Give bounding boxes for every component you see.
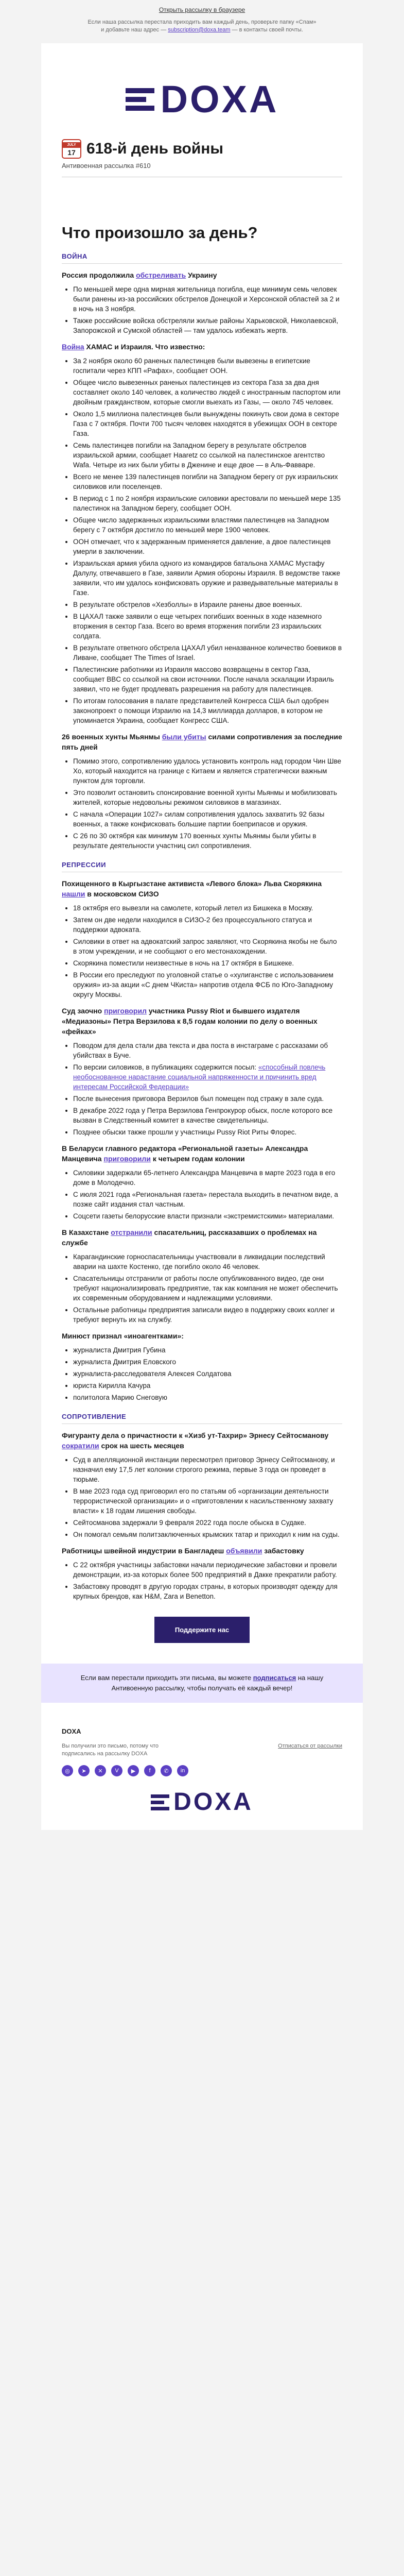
list-item: • Помимо этого, сопротивлению удалось установить контроль над городом Чин Шве Хо, который находится на границе с Китаем и является стратегически важным пунктом для торговли. [73, 756, 342, 786]
list-item: • С июля 2021 года «Региональная газета» перестала выходить в печатном виде, а позже сайт издания стал частным. [73, 1190, 342, 1209]
link-shelling[interactable]: обстреливать [136, 271, 186, 279]
logo-mark-icon [126, 88, 154, 111]
lead-repr-5: Минюст признал «иноагентками»: [62, 1332, 184, 1340]
lead-res-2: Работницы швейной индустрии в Бангладеш объявили забастовку [62, 1547, 304, 1555]
list-item: • По меньшей мере одна мирная жительница погибла, еще минимум семь человек были ранены из-за российских обстрелов Донецкой и Херсонской областей за 2 и в ночь на 3 ноября. [73, 284, 342, 314]
list-item: • Израильская армия убила одного из командиров батальона ХАМАС Мустафу Далулу, отвечавшего в Газе, заявили Армия обороны Израиля. В ведомстве также заявили, что им удалось конфисковать оружие и разведывательные материалы в Газе. [73, 558, 342, 598]
list-item: • Силовики задержали 65-летнего Александра Манцевича в марте 2023 года в его доме в Молодечно. [73, 1168, 342, 1188]
spam-note: Если наша рассылка перестала приходить вам каждый день, проверьте папку «Спам» и добавьте наш адрес — subscription@doxa.team — в контакты своей почты. [87, 19, 317, 33]
list-item: • Это позволит остановить спонсирование военной хунты Мьянмы и мобилизовать жителей, которые недовольны режимом силовиков в магазинах. [73, 788, 342, 807]
list-item: • журналиста Дмитрия Еловского [73, 1357, 342, 1367]
vk-icon[interactable]: V [111, 1765, 122, 1776]
list-item: • Всего не менее 139 палестинцев погибли на Западном берегу от рук израильских силовиков или поселенцев. [73, 472, 342, 492]
list-item: • Затем он две недели находился в СИЗО-2 без процессуального статуса и поддержки адвоката. [73, 915, 342, 935]
list-item: • Общее число задержанных израильскими властями палестинцев на Западном берегу с 7 октября достигло по меньшей мере 1900 человек. [73, 515, 342, 535]
calendar-icon: JULY 17 [62, 139, 81, 159]
list-item: • После вынесения приговора Верзилов был помещен под стражу в зале суда. [73, 1094, 342, 1104]
list-item: • В период с 1 по 2 ноября израильские силовики арестовали по меньшей мере 135 палестинок на Западном берегу, сообщает ООН. [73, 494, 342, 513]
lead-war-1: Россия продолжила обстреливать Украину [62, 271, 217, 279]
support-button[interactable]: Поддержите нас [154, 1617, 250, 1643]
list-war-3 [62, 756, 342, 851]
list-item: • Общее число вывезенных раненых палестинцев из сектора Газа за два дня составляет около 140 человек, а количество людей с иностранным паспортом или двойным гражданством, которые смогли выехать из Газы, — около 745 человек. [73, 378, 342, 407]
list-item: • журналиста-расследователя Алексея Солдатова [73, 1369, 342, 1379]
link-sentenced[interactable]: приговорил [104, 1007, 147, 1015]
list-repr-1 [62, 903, 342, 999]
list-repr-5 [62, 1345, 342, 1402]
list-item: • В декабре 2022 года у Петра Верзилова Генпрокурор обыск, после которого все вызван в Следственный комитет в качестве свидетельницы. [73, 1106, 342, 1125]
list-item: • Также российские войска обстреляли жилые районы Харьковской, Николаевской, Запорожской и Сумской областей — там удалось избежать жертв. [73, 316, 342, 335]
email-link[interactable]: subscription@doxa.team [168, 27, 231, 33]
list-item: • Палестинские работники из Израиля массово возвращены в сектор Газа, сообщает BBC со ссылкой на свои источники. После начала эскалации Израиль заявил, что не будет продлевать разрешения на работу для палестинцев. [73, 665, 342, 694]
page-title: Что произошло за день? [62, 224, 258, 242]
link-found[interactable]: нашли [62, 890, 85, 898]
list-item: • журналиста Дмитрия Губина [73, 1345, 342, 1355]
link-announced[interactable]: объявили [226, 1547, 262, 1555]
lead-repr-1: Похищенного в Кыргызстане активиста «Левого блока» Льва Скорякина нашли в московском СИЗО [62, 879, 322, 898]
lead-repr-3: В Беларуси главного редактора «Региональной газеты» Александра Манцевича приговорили к четырем годам колонии [62, 1144, 308, 1163]
list-item: • В ЦАХАЛ также заявили о еще четырех погибших военных в ходе наземного вторжения в сектор Газа. Всего во время вторжения погибли 23 израильских солдата. [73, 612, 342, 641]
facebook-icon[interactable]: f [144, 1765, 155, 1776]
browser-link[interactable]: Открыть рассылку в браузере [159, 6, 245, 13]
footer-logo: DOXA [62, 1790, 342, 1815]
list-item: • В России его преследуют по уголовной статье о «хулиганстве с использованием оружия» из-за акции «С днем ЧКиста» напротив отдела ФСБ по Юго-Западному округу Москвы. [73, 970, 342, 999]
section-war: ВОЙНА [62, 252, 342, 264]
lead-war-2: Война ХАМАС и Израиля. Что известно: [62, 343, 205, 351]
list-item: • Позднее обыски также прошли у участницы Pussy Riot Риты Флорес. [73, 1127, 342, 1137]
lead-war-3: 26 военных хунты Мьянмы были убиты силами сопротивления за последние пять дней [62, 733, 342, 751]
link-war[interactable]: Война [62, 343, 84, 351]
list-item: • Суд в апелляционной инстанции пересмотрел приговор Эрнесу Сейтосманову, и назначил ему 17,5 лет колонии строгого режима, первые 3 года он проведет в тюрьме. [73, 1455, 342, 1484]
section-repressions: РЕПРЕССИИ [62, 861, 342, 872]
list-item: • С 22 октября участницы забастовки начали периодические забастовки и провели демонстрации, из-за которых более 500 предприятий в Дакке прекратили работу. [73, 1560, 342, 1580]
footer-brand: DOXA [62, 1727, 81, 1735]
list-item: • В результате ответного обстрела ЦАХАЛ убил неназванное количество боевиков в Ливане, сообщает The Times of Israel. [73, 643, 342, 663]
list-item: • Спасательницы отстранили от работы после опубликованного видео, где они требуют национализировать предприятие, так как компания не может обеспечить их современным оборудованием и надлежащими условиями. [73, 1274, 342, 1303]
day-title: JULY 17 618-й день войны [62, 139, 342, 159]
quote-link[interactable]: «способный повлечь необоснованное нарастание социальной напряженности и причинить вред интересам Российской Федерации» [73, 1063, 326, 1091]
lead-repr-4: В Казахстане отстранили спасательниц, рассказавших о проблемах на службе [62, 1228, 317, 1247]
list-item: • Остальные работницы предприятия записали видео в поддержку своих коллег и требуют вернуть их на службу. [73, 1305, 342, 1325]
list-item: • Семь палестинцев погибли на Западном берегу в результате обстрелов израильской армии, сообщает Haaretz со ссылкой на палестинское агентство Wafa. Четыре из них были убиты в Дженине и еще двое — в Аль-Фавваре. [73, 440, 342, 470]
list-item: • С 26 по 30 октября как минимум 170 военных хунты Мьянмы были убиты в результате деятельности участниц сил сопротивления. [73, 831, 342, 851]
telegram-icon[interactable]: ➤ [78, 1765, 90, 1776]
footer-note: Вы получили это письмо, потому что подписались на рассылку DOXA [62, 1743, 159, 1757]
link-killed[interactable]: были убиты [162, 733, 206, 741]
subscribe-promo: Если вам перестали приходить эти письма, вы можете подписаться на нашу Антивоенную рассылку, чтобы получать её каждый вечер! [41, 1664, 363, 1703]
list-item: • Забастовку проводят в другую городах страны, в которых производят одежду для крупных брендов, как H&M, Zara и Benetton. [73, 1582, 342, 1601]
list-war-1 [62, 284, 342, 335]
list-war-2 [62, 356, 342, 725]
link-sentenced-2[interactable]: приговорили [103, 1155, 151, 1163]
instagram-icon[interactable]: ◎ [62, 1765, 73, 1776]
list-repr-2 [62, 1041, 342, 1137]
issue-number: Антивоенная рассылка #610 [62, 162, 151, 170]
link-suspended[interactable]: отстранили [111, 1228, 152, 1236]
list-item: • В мае 2023 года суд приговорил его по статьям об «организации деятельности террористической организации» и о «приготовлении к насильственному захвату власти» к 18 годам лишения свободы. [73, 1486, 342, 1516]
logo-mark-icon [151, 1794, 169, 1810]
linkedin-icon[interactable]: in [177, 1765, 188, 1776]
subscribe-link[interactable]: подписаться [253, 1674, 296, 1682]
list-repr-4 [62, 1252, 342, 1325]
list-res-2 [62, 1560, 342, 1601]
footer [41, 1718, 363, 1830]
list-item: • Сейтосманова задержали 9 февраля 2022 года после обыска в Судаке. [73, 1518, 342, 1528]
list-item: • За 2 ноября около 60 раненых палестинцев были вывезены в египетские госпитали через КПП «Рафах», сообщает ООН. [73, 356, 342, 376]
list-item: • ООН отмечает, что к задержанным применяется давление, а двое палестинцев умерли в заключении. [73, 537, 342, 556]
list-item: • юриста Кирилла Качура [73, 1381, 342, 1391]
list-res-1 [62, 1455, 342, 1539]
section-resistance: СОПРОТИВЛЕНИЕ [62, 1413, 342, 1424]
list-item: • Силовики в ответ на адвокатский запрос заявляют, что Скорякина якобы не было в этом учреждении, и не сообщают о его местонахождении. [73, 937, 342, 956]
list-item: • В результате обстрелов «Хезболлы» в Израиле ранены двое военных. [73, 600, 342, 609]
lead-repr-2: Суд заочно приговорил участника Pussy Riot и бывшего издателя «Медиазоны» Петра Верзилова к 8,5 годам колонии по делу о военных «фейках» [62, 1007, 318, 1036]
link-reduced[interactable]: сократили [62, 1442, 99, 1450]
list-item: • Поводом для дела стали два текста и два поста в инстаграме с рассказами об убийствах в Буче. [73, 1041, 342, 1060]
twitter-icon[interactable]: ✕ [95, 1765, 106, 1776]
list-item: • политолога Марию Снеговую [73, 1393, 342, 1402]
list-item: • Он помогал семьям политзаключенных крымских татар и приходил к ним на суды. [73, 1530, 342, 1539]
list-item: • Около 1,5 миллиона палестинцев были вынуждены покинуть свои дома в секторе Газа с 7 октября. Почти 700 тысяч человек находятся в убежищах ООН в секторе Газа. [73, 409, 342, 438]
social-links [62, 1765, 342, 1776]
list-item: • Скорякина поместили неизвестные в ночь на 17 октября в Бишкеке. [73, 958, 342, 968]
list-item: • Соцсети газеты белорусские власти признали «экстремистскими» материалами. [73, 1211, 342, 1221]
lead-res-1: Фигуранту дела о причастности к «Хизб ут-Тахрир» Эрнесу Сейтосманову сократили срок на шесть месяцев [62, 1431, 329, 1450]
whatsapp-icon[interactable]: ✆ [161, 1765, 172, 1776]
list-item: • С начала «Операции 1027» силам сопротивления удалось захватить 92 базы военных, а также конфисковать большие партии боеприпасов и оружия. [73, 809, 342, 829]
list-item: • Карагандинские горноспасательницы участвовали в ликвидации последствий аварии на шахте Костенко, где погибло около 46 человек. [73, 1252, 342, 1272]
list-item: • По итогам голосования в палате представителей Конгресса США был одобрен законопроект о помощи Израилю на 14,3 миллиарда долларов, в котором не упоминается Украина, сообщает Конгресс США. [73, 696, 342, 725]
list-item: • 18 октября его вывезли на самолете, который летел из Бишкека в Москву. [73, 903, 342, 913]
list-item: • По версии силовиков, в публикациях содержится посыл: «способный повлечь необоснованное нарастание социальной напряженности и причинить вред интересам Российской Федерации» [73, 1062, 342, 1092]
doxa-logo: DOXA [62, 43, 342, 134]
list-repr-3 [62, 1168, 342, 1221]
youtube-icon[interactable]: ▶ [128, 1765, 139, 1776]
unsubscribe-link[interactable]: Отписаться от рассылки [278, 1743, 342, 1749]
newsletter-card [41, 43, 363, 1718]
